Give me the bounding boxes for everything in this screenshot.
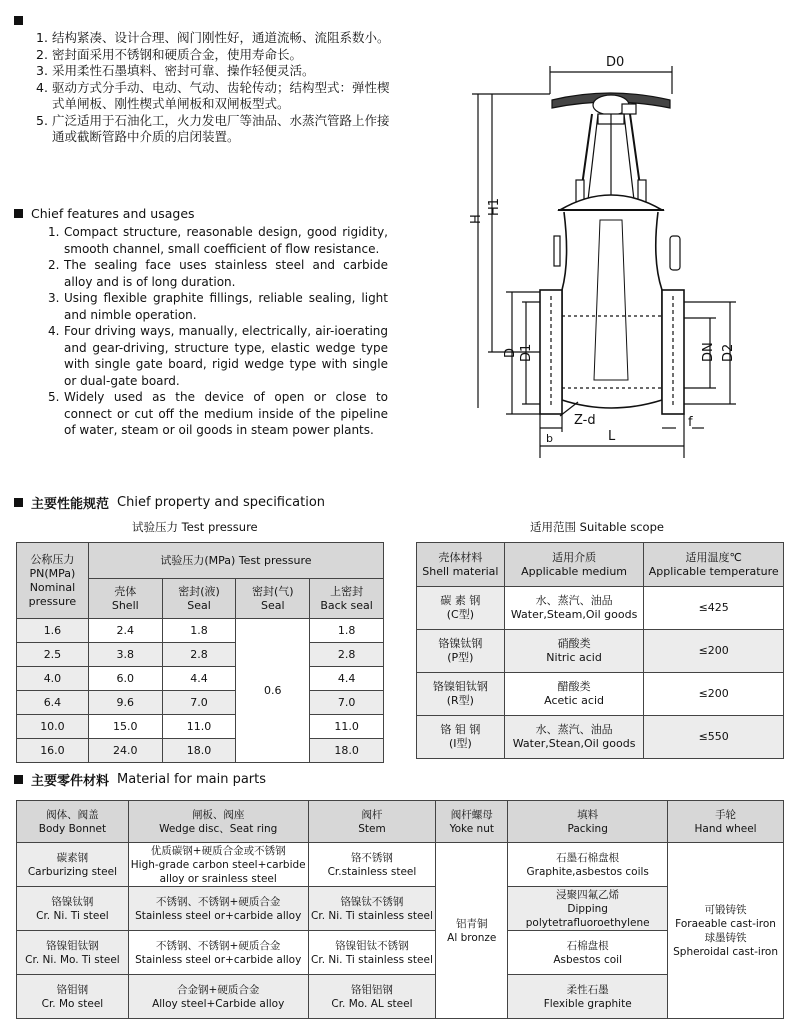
header-shell: 壳体 Shell [88, 579, 162, 619]
list-item: 5. 广泛适用于石油化工，火力发电厂等油品、水蒸汽管路上作接通或截断管路中介质的启闭装置。 [36, 112, 390, 144]
table-row: 铬 钼 钢 (I型) 水、蒸汽、油品 Water,Stean,Oil goods ≤550 [417, 716, 784, 759]
en-feature-list [48, 224, 388, 439]
list-item: 4. 驱动方式分手动、电动、气动、齿轮传动；结构型式：弹性楔式单闸板、刚性楔式单闸板和双闸板型式。 [36, 79, 390, 111]
label-h1: H1 [487, 197, 502, 216]
scope-caption: 适用范围 Suitable scope [530, 520, 664, 534]
heading-bullet [14, 209, 23, 218]
list-item: 1. 结构紧凑、设计合理、阀门刚性好，通道流畅、流阻系数小。 [36, 30, 390, 45]
list-item: 3. 采用柔性石墨填料、密封可靠、操作轻便灵活。 [36, 63, 315, 78]
header-nominal-pressure: 公称压力 PN(MPa) Nominal pressure [17, 543, 89, 619]
table-row: 16.0 24.0 18.0 18.0 [17, 739, 384, 763]
header-test-pressure: 试验压力(MPa) Test pressure [88, 543, 383, 579]
table-row: 铬镍钛钢 (P型) 硝酸类 Nitric acid ≤200 [417, 630, 784, 673]
header-seal-gas: 密封(气) Seal [236, 579, 310, 619]
table-row: 铬镍钼钛钢 Cr. Ni. Mo. Ti steel 不锈钢、不锈钢+硬质合金 Stainless steel or+carbide alloy 铬镍钼钛不锈钢 Cr. Ni. Ti stainless steel 石棉盘根 Asbestos coil [17, 931, 784, 975]
label-dn: DN [701, 342, 716, 362]
label-f: f [688, 415, 693, 430]
header-stem: 阀杆 Stem [308, 801, 436, 843]
header-seal-liquid: 密封(液) Seal [162, 579, 236, 619]
gate-valve-diagram [440, 50, 770, 470]
label-d2: D2 [721, 343, 736, 362]
materials-table [16, 800, 784, 1019]
list-item: 2. The sealing face uses stainless steel and carbide alloy and is of long duration. [48, 258, 388, 289]
pressure-caption: 试验压力 Test pressure [132, 520, 258, 534]
table-row: 铬镍钛钢 Cr. Ni. Ti steel 不锈钢、不锈钢+硬质合金 Stainless steel or+carbide alloy 铬镍钛不锈钢 Cr. Ni. Ti stainless steel 浸聚四氟乙烯 Dipping polytetrafluoroethylene [17, 887, 784, 931]
table-row: 4.0 6.0 4.4 4.4 [17, 667, 384, 691]
yoke-nut-material: 铝青铜 Al bronze [436, 843, 508, 1019]
header-yoke-nut: 阀杆螺母 Yoke nut [436, 801, 508, 843]
label-d: D [503, 347, 518, 358]
label-b: b [546, 432, 553, 445]
section-bullet [14, 16, 23, 25]
header-applicable-temperature: 适用温度℃ Applicable temperature [644, 543, 784, 587]
header-wedge-disc: 闸板、阀座 Wedge disc、Seat ring [128, 801, 308, 843]
en-features-heading: Chief features and usages [14, 206, 195, 221]
spec-heading: 主要性能规范 Chief property and specification [14, 493, 325, 512]
table-row: 1.6 2.4 1.8 0.6 1.8 [17, 619, 384, 643]
list-item: 3. Using flexible graphite fillings, reliable sealing, light and nimble operation. [48, 291, 388, 322]
materials-heading: 主要零件材料 Material for main parts [14, 770, 266, 789]
list-item: 4. Four driving ways, manually, electrically, air-ioerating and gear-driving, structure type, elastic wedge type with single gate board, rigid wedge type with single or dual-gate board. [48, 324, 388, 388]
bonnet-icon [560, 195, 662, 210]
label-d1: D1 [519, 343, 534, 362]
table-row: 2.5 3.8 2.8 2.8 [17, 643, 384, 667]
table-row: 碳素钢 Carburizing steel 优质碳钢+硬质合金或不锈钢 High-grade carbon steel+carbide alloy or srainless steel 铬不锈钢 Cr.stainless steel 铝青铜 Al bronze 石墨石棉盘根 Graphite,asbestos coils 可锻铸铁 Foraeable cast-iron 球墨铸铁 Spheroidal cast-iron [17, 843, 784, 887]
label-zd: Z-d [574, 413, 596, 428]
list-item: 2. 密封面采用不锈钢和硬质合金，使用寿命长。 [36, 46, 303, 62]
header-hand-wheel: 手轮 Hand wheel [668, 801, 784, 843]
gas-seal-value: 0.6 [236, 619, 310, 763]
label-h: H [469, 214, 484, 224]
heading-bullet [14, 775, 23, 784]
header-shell-material: 壳体材料 Shell material [417, 543, 505, 587]
table-row: 6.4 9.6 7.0 7.0 [17, 691, 384, 715]
list-item: 5. Widely used as the device of open or close to connect or cut off the medium inside of the pipeline of water, steam or oil goods in steam power plants. [48, 390, 388, 437]
table-row: 铬钼钢 Cr. Mo steel 合金钢+硬质合金 Alloy steel+Carbide alloy 铬钼铝钢 Cr. Mo. AL steel 柔性石墨 Flexible graphite [17, 975, 784, 1019]
label-d0: D0 [606, 55, 625, 70]
hand-wheel-material: 可锻铸铁 Foraeable cast-iron 球墨铸铁 Spheroidal cast-iron [668, 843, 784, 1019]
table-row: 铬镍钼钛钢 (R型) 醋酸类 Acetic acid ≤200 [417, 673, 784, 716]
label-l: L [608, 429, 616, 444]
header-back-seal: 上密封 Back seal [310, 579, 384, 619]
cn-feature-list [36, 30, 396, 146]
heading-bullet [14, 498, 23, 507]
table-row: 10.0 15.0 11.0 11.0 [17, 715, 384, 739]
suitable-scope-table [416, 542, 784, 759]
header-body-bonnet: 阀体、阀盖 Body Bonnet [17, 801, 129, 843]
table-row: 碳 素 钢 (C型) 水、蒸汽、油品 Water,Steam,Oil goods ≤425 [417, 587, 784, 630]
header-applicable-medium: 适用介质 Applicable medium [504, 543, 644, 587]
list-item: 1. Compact structure, reasonable design, good rigidity, smooth channel, small coefficient of flow resistance. [48, 225, 388, 256]
header-packing: 填料 Packing [508, 801, 668, 843]
test-pressure-table [16, 542, 384, 763]
